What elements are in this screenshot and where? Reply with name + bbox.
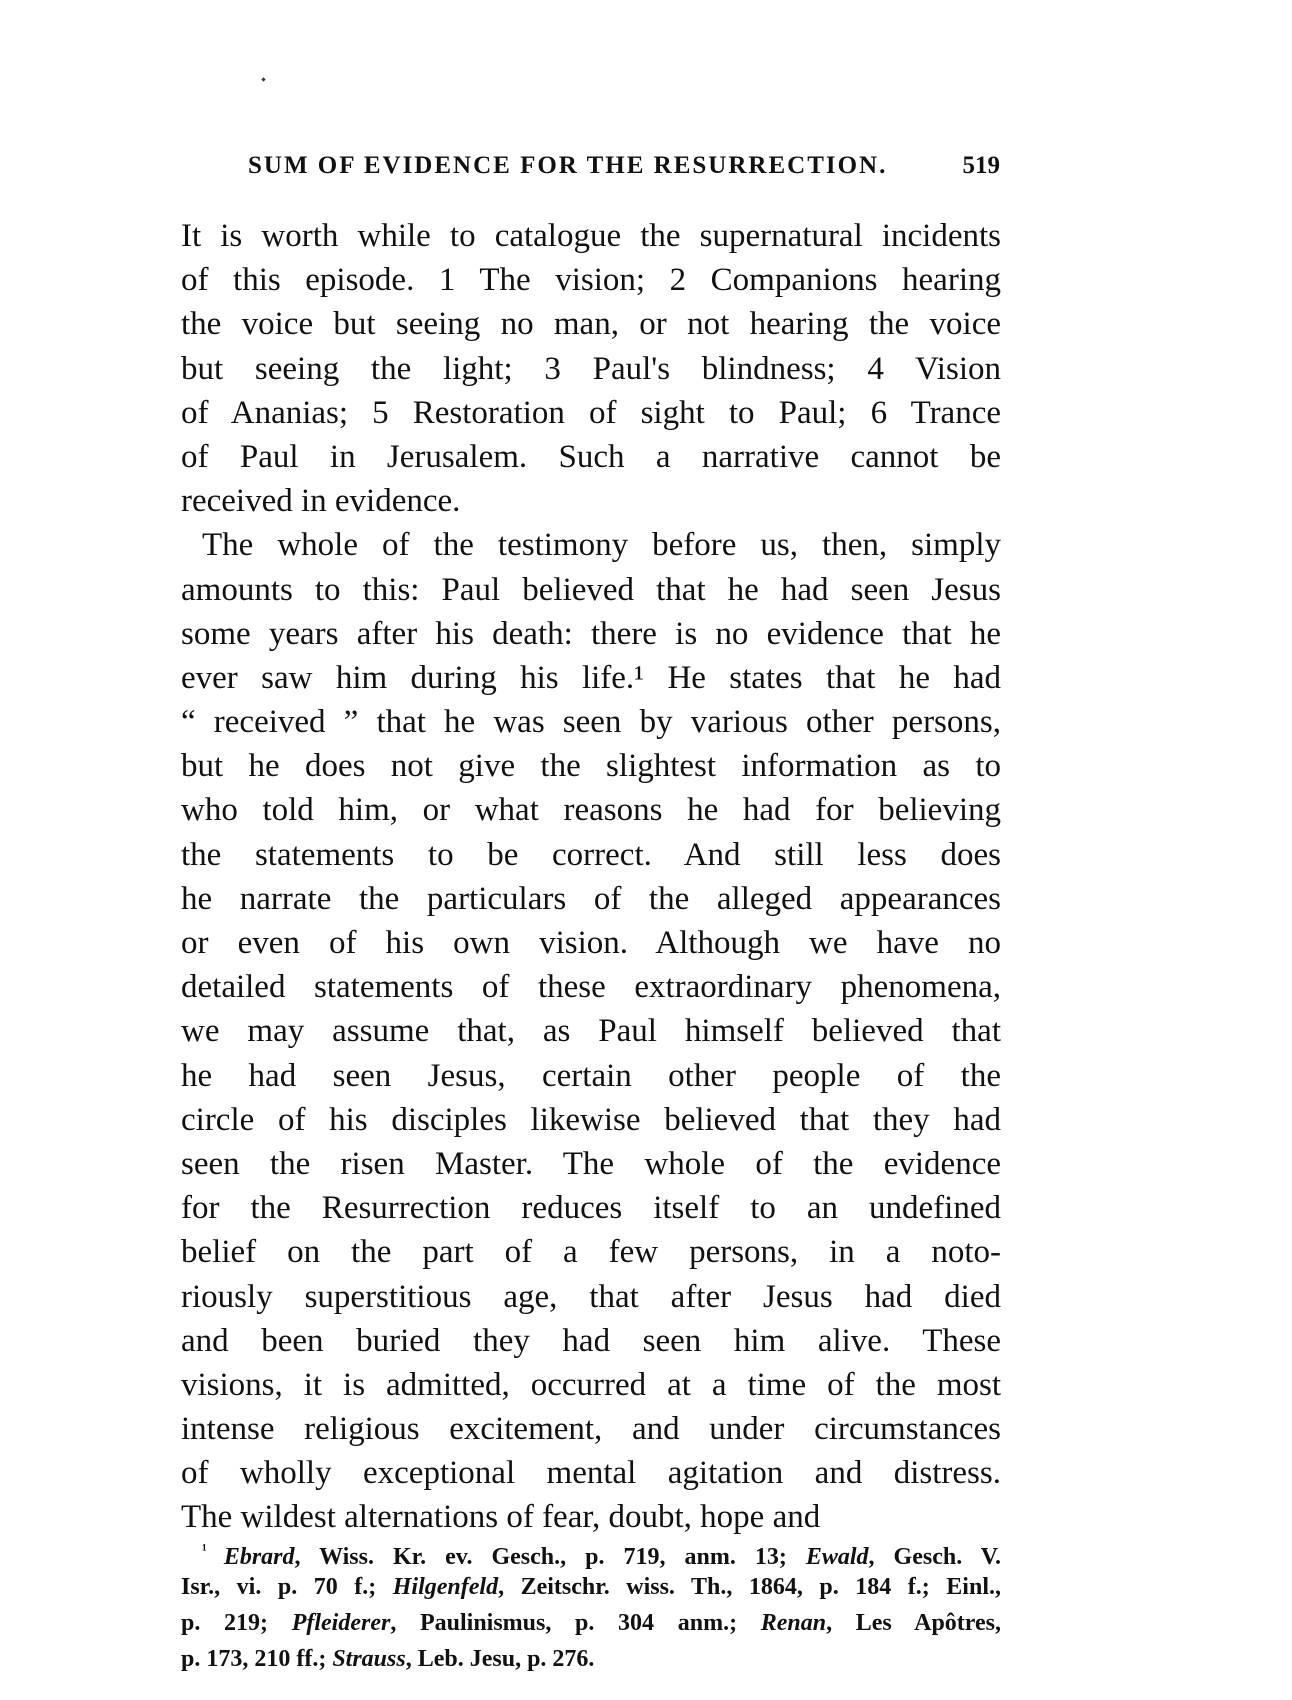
- text-line: visions, it is admitted, occurred at a time of the most: [181, 1366, 1001, 1403]
- footnote: [181, 1533, 1001, 1677]
- citation-text: , Gesch. V.: [868, 1544, 1002, 1570]
- text-line: received in evidence.: [181, 483, 461, 520]
- text-line: but seeing the light; 3 Paul's blindness; 4 Vision: [181, 350, 1001, 387]
- text-line: “ received ” that he was seen by various other persons,: [181, 704, 1001, 741]
- running-title: SUM OF EVIDENCE FOR THE RESURRECTION.: [248, 152, 888, 179]
- citation-text: , Les Apôtres,: [826, 1610, 1001, 1636]
- citation-text: , Paulinismus, p. 304 anm.;: [390, 1610, 761, 1636]
- citation-text: , Zeitschr. wiss. Th., 1864, p. 184 f.; Einl.,: [498, 1574, 1001, 1600]
- text-line: of Ananias; 5 Restoration of sight to Paul; 6 Trance: [181, 394, 1001, 431]
- text-line: but he does not give the slightest information as to: [181, 748, 1001, 785]
- citation-text: Isr., vi. p. 70 f.;: [181, 1574, 393, 1600]
- cited-author: Pfleiderer: [291, 1610, 391, 1636]
- running-header: [248, 152, 1000, 188]
- text-line: the statements to be correct. And still less does: [181, 836, 1001, 873]
- cited-author: Ewald: [805, 1544, 869, 1570]
- footnote-line: [181, 1533, 1001, 1569]
- text-line: for the Resurrection reduces itself to an undefined: [181, 1190, 1001, 1227]
- text-line: riously superstitious age, that after Jesus had died: [181, 1278, 1001, 1315]
- text-line: who told him, or what reasons he had for believing: [181, 792, 1001, 829]
- text-line: of wholly exceptional mental agitation and distress.: [181, 1455, 1001, 1492]
- text-line: we may assume that, as Paul himself believed that: [181, 1013, 1001, 1050]
- citation-text: , Wiss. Kr. ev. Gesch., p. 719, anm. 13;: [294, 1544, 806, 1570]
- citation-text: p. 173, 210 ff.;: [181, 1646, 333, 1672]
- text-line: or even of his own vision. Although we have no: [181, 925, 1001, 961]
- cited-author: Strauss: [332, 1646, 406, 1672]
- text-line: It is worth while to catalogue the supernatural incidents: [181, 218, 1001, 254]
- footnote-line: [181, 1569, 1001, 1605]
- cited-author: Renan: [760, 1610, 827, 1636]
- text-line: The whole of the testimony before us, then, simply: [202, 527, 1001, 564]
- text-line: and been buried they had seen him alive. These: [181, 1322, 1001, 1359]
- text-line: detailed statements of these extraordinary phenomena,: [181, 969, 1001, 1006]
- text-line: seen the risen Master. The whole of the evidence: [181, 1145, 1001, 1182]
- text-line: some years after his death: there is no evidence that he: [181, 615, 1001, 652]
- text-line: amounts to this: Paul believed that he had seen Jesus: [181, 571, 1001, 608]
- text-line: he had seen Jesus, certain other people of the: [181, 1057, 1001, 1094]
- text-line: The wildest alternations of fear, doubt, hope and: [181, 1499, 821, 1536]
- text-line: he narrate the particulars of the alleged appearances: [181, 880, 1001, 917]
- footnote-line: [181, 1605, 1001, 1641]
- scan-speck: [261, 77, 265, 81]
- citation-text: , Leb. Jesu, p. 276.: [405, 1646, 595, 1672]
- footnote-marker: ¹: [202, 1542, 224, 1559]
- paragraph: [181, 214, 1001, 523]
- text-line: ever saw him during his life.¹ He states that he had: [181, 659, 1001, 696]
- cited-author: Hilgenfeld: [392, 1574, 499, 1600]
- text-line: the voice but seeing no man, or not hearing the voice: [181, 306, 1001, 343]
- footnote-line: [181, 1641, 1001, 1677]
- body-text: [181, 214, 1001, 1540]
- page-number: 519: [962, 152, 1000, 179]
- citation-text: p. 219;: [181, 1610, 292, 1636]
- cited-author: Ebrard: [223, 1544, 295, 1570]
- text-line: of this episode. 1 The vision; 2 Companions hearing: [181, 262, 1001, 299]
- text-line: intense religious excitement, and under circumstances: [181, 1411, 1001, 1448]
- text-line: of Paul in Jerusalem. Such a narrative cannot be: [181, 438, 1001, 475]
- paragraph: [181, 523, 1001, 1539]
- text-line: circle of his disciples likewise believed that they had: [181, 1101, 1001, 1138]
- text-line: belief on the part of a few persons, in a noto-: [181, 1234, 1001, 1271]
